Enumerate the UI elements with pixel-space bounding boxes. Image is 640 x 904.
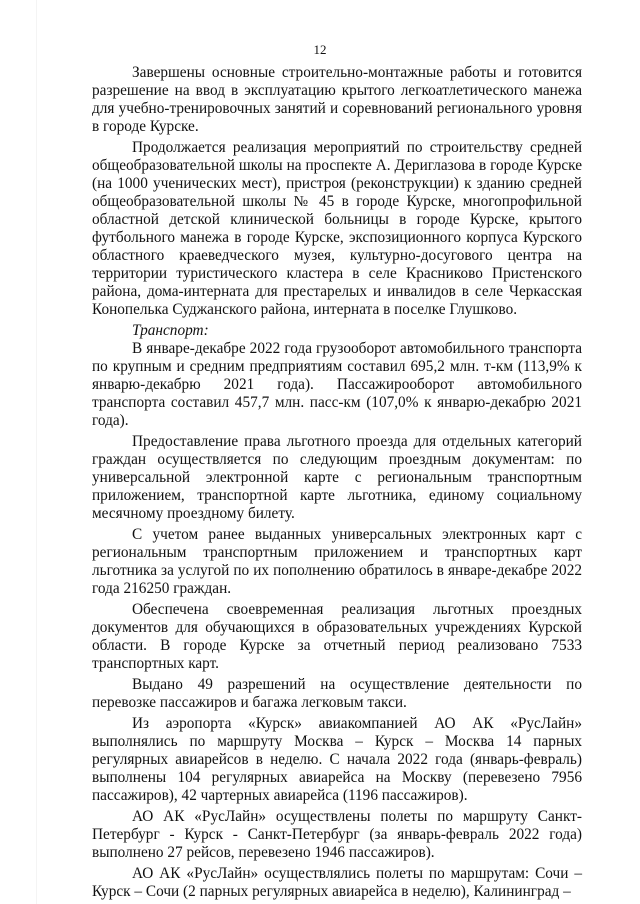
paragraph-preferential-travel: Предоставление права льготного проезда для отдельных категорий граждан осуществляется по следующим проездным документам: по универсальной электронной карте с региональным транспортным приложением, транспортной карте льготника, единому социальному месячному проездному билету. [92,433,582,522]
paragraph-student-tickets: Обеспечена своевременная реализация льготных проездных документов для обучающихся в образовательных учреждениях Курской области. В городе Курске за отчетный период реализовано 7533 транспортных карт. [92,601,582,672]
section-heading-transport: Транспорт: [132,322,209,339]
paragraph-taxi-permits: Выдано 49 разрешений на осуществление деятельности по перевозке пассажиров и багажа легковым такси. [92,676,582,711]
paragraph-moscow-flights: Из аэропорта «Курск» авиакомпанией АО АК «РусЛайн» выполнялись по маршруту Москва – Курск – Москва 14 парных регулярных авиарейсов в неделю. С начала 2022 года (январь-февраль) выполнены 104 регулярных авиарейса на Москву (перевезено 7956 пассажиров), 42 чартерных авиарейса (1196 пассажиров). [92,715,582,804]
scan-edge-line [36,0,37,904]
document-body [92,64,582,901]
paragraph-sochi-flights: АО АК «РусЛайн» осуществлялись полеты по маршрутам: Сочи – Курск – Сочи (2 парных регулярных авиарейса в неделю), Калининград – [92,865,582,900]
paragraph-card-top-ups: С учетом ранее выданных универсальных электронных карт с региональным транспортным приложением и транспортных карт льготника за услугой по их пополнению обратилось в январе-декабре 2022 года 216250 граждан. [92,526,582,597]
paragraph-freight-turnover: В январе-декабре 2022 года грузооборот автомобильного транспорта по крупным и средним предприятиям составил 695,2 млн. т-км (113,9% к январю-декабрю 2021 года). Пассажирооборот автомобильного транспорта составил 457,7 млн. пасс-км (107,0% к январю-декабрю 2021 года). [92,340,582,429]
paragraph-spb-flights: АО АК «РусЛайн» осуществлены полеты по маршруту Санкт-Петербург - Курск - Санкт-Петербург (за январь-февраль 2022 года) выполнено 27 рейсов, перевезено 1946 пассажиров). [92,808,582,861]
paragraph-construction-projects: Продолжается реализация мероприятий по строительству средней общеобразовательной школы на проспекте А. Дериглазова в городе Курске (на 1000 ученических мест), пристроя (реконструкции) к зданию средней общеобразовательной школы № 45 в городе Курске, многопрофильной областной детской клинической больницы в городе Курске, крытого футбольного манежа в городе Курске, экспозиционного корпуса Курского областного краеведческого музея, культурно-досугового центра на территории туристического кластера в селе Красниково Пристенского района, дома-интерната для престарелых и инвалидов в селе Черкасская Конопелька Суджанского района, интерната в поселке Глушково. [92,139,582,318]
paragraph-athletics-arena: Завершены основные строительно-монтажные работы и готовится разрешение на ввод в эксплуатацию крытого легкоатлетического манежа для учебно-тренировочных занятий и соревнований регионального уровня в городе Курске. [92,64,582,135]
page-number: 12 [313,42,327,57]
